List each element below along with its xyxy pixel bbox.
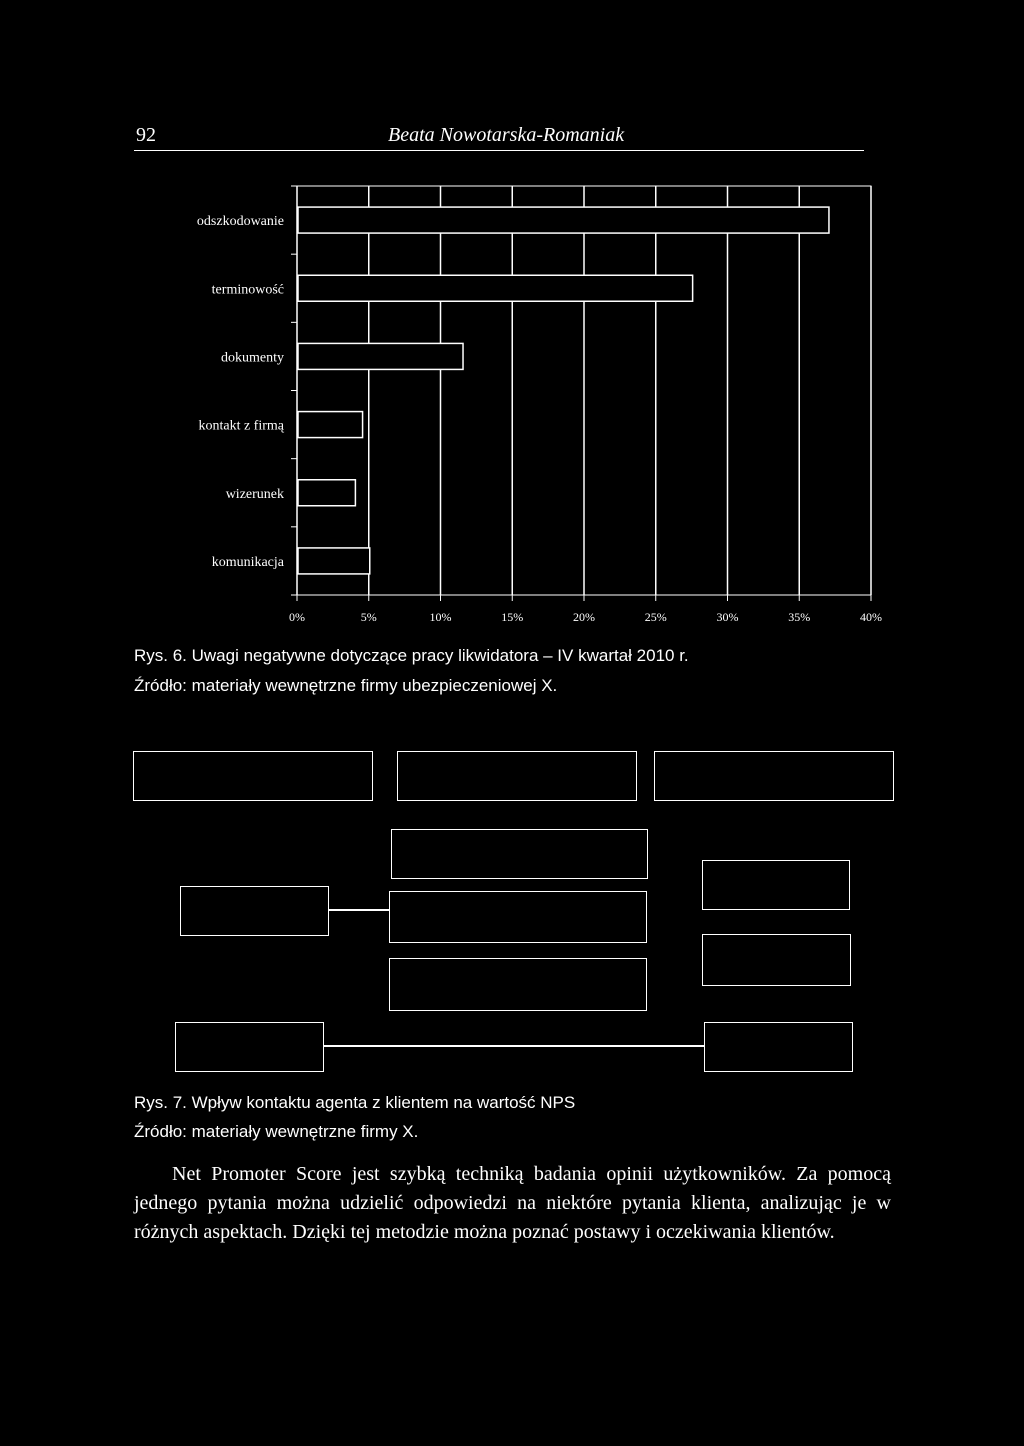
bar — [298, 207, 829, 233]
figure-6-caption: Rys. 6. Uwagi negatywne dotyczące pracy likwidatora – IV kwartał 2010 r. — [134, 646, 689, 665]
bar-chart — [0, 0, 1024, 640]
diagram-box — [389, 891, 647, 943]
bar — [298, 548, 370, 574]
category-label: komunikacja — [211, 554, 284, 570]
diagram-box — [702, 934, 851, 986]
category-label: odszkodowanie — [196, 214, 284, 230]
x-tick-label: 0% — [289, 610, 305, 624]
running-header-author: Beata Nowotarska-Romaniak — [388, 124, 625, 146]
bar — [298, 412, 363, 438]
diagram-box — [654, 751, 894, 801]
diagram-box — [397, 751, 637, 801]
x-tick-label: 15% — [501, 610, 524, 624]
x-tick-label: 10% — [429, 610, 452, 624]
page-number: 92 — [136, 124, 156, 146]
body-text — [134, 1160, 891, 1247]
diagram-box — [391, 829, 648, 879]
figure-7-caption: Rys. 7. Wpływ kontaktu agenta z klientem na wartość NPS — [134, 1093, 576, 1112]
category-label: dokumenty — [221, 350, 284, 366]
category-label: wizerunek — [225, 486, 284, 502]
diagram-box — [389, 958, 647, 1011]
x-tick-label: 30% — [716, 610, 739, 624]
x-tick-label: 40% — [860, 610, 882, 624]
diagram-box — [702, 860, 850, 910]
bar — [298, 480, 355, 506]
diagram-connector — [324, 1045, 704, 1047]
x-tick-label: 20% — [573, 610, 595, 624]
category-label: kontakt z firmą — [198, 418, 284, 434]
diagram-connector — [329, 909, 389, 911]
diagram-box — [704, 1022, 853, 1072]
diagram-box — [175, 1022, 324, 1072]
bar — [298, 343, 463, 369]
diagram-box — [180, 886, 329, 936]
x-tick-label: 5% — [360, 610, 377, 624]
diagram-box — [133, 751, 373, 801]
x-tick-label: 35% — [788, 610, 811, 624]
bar — [298, 275, 693, 301]
category-label: terminowość — [211, 282, 284, 298]
body-paragraph: Net Promoter Score jest szybką techniką badania opinii użytkowników. Za pomocą jednego pytania można udzielić odpowiedzi na niektóre pytania klienta, analizując je w różnych aspektach. Dzięki tej metodzie można poznać postawy i oczekiwania klientów. — [134, 1163, 891, 1243]
figure-6-source: Źródło: materiały wewnętrzne firmy ubezpieczeniowej X. — [134, 676, 558, 695]
x-tick-label: 25% — [644, 610, 667, 624]
figure-7-source: Źródło: materiały wewnętrzne firmy X. — [134, 1122, 419, 1141]
